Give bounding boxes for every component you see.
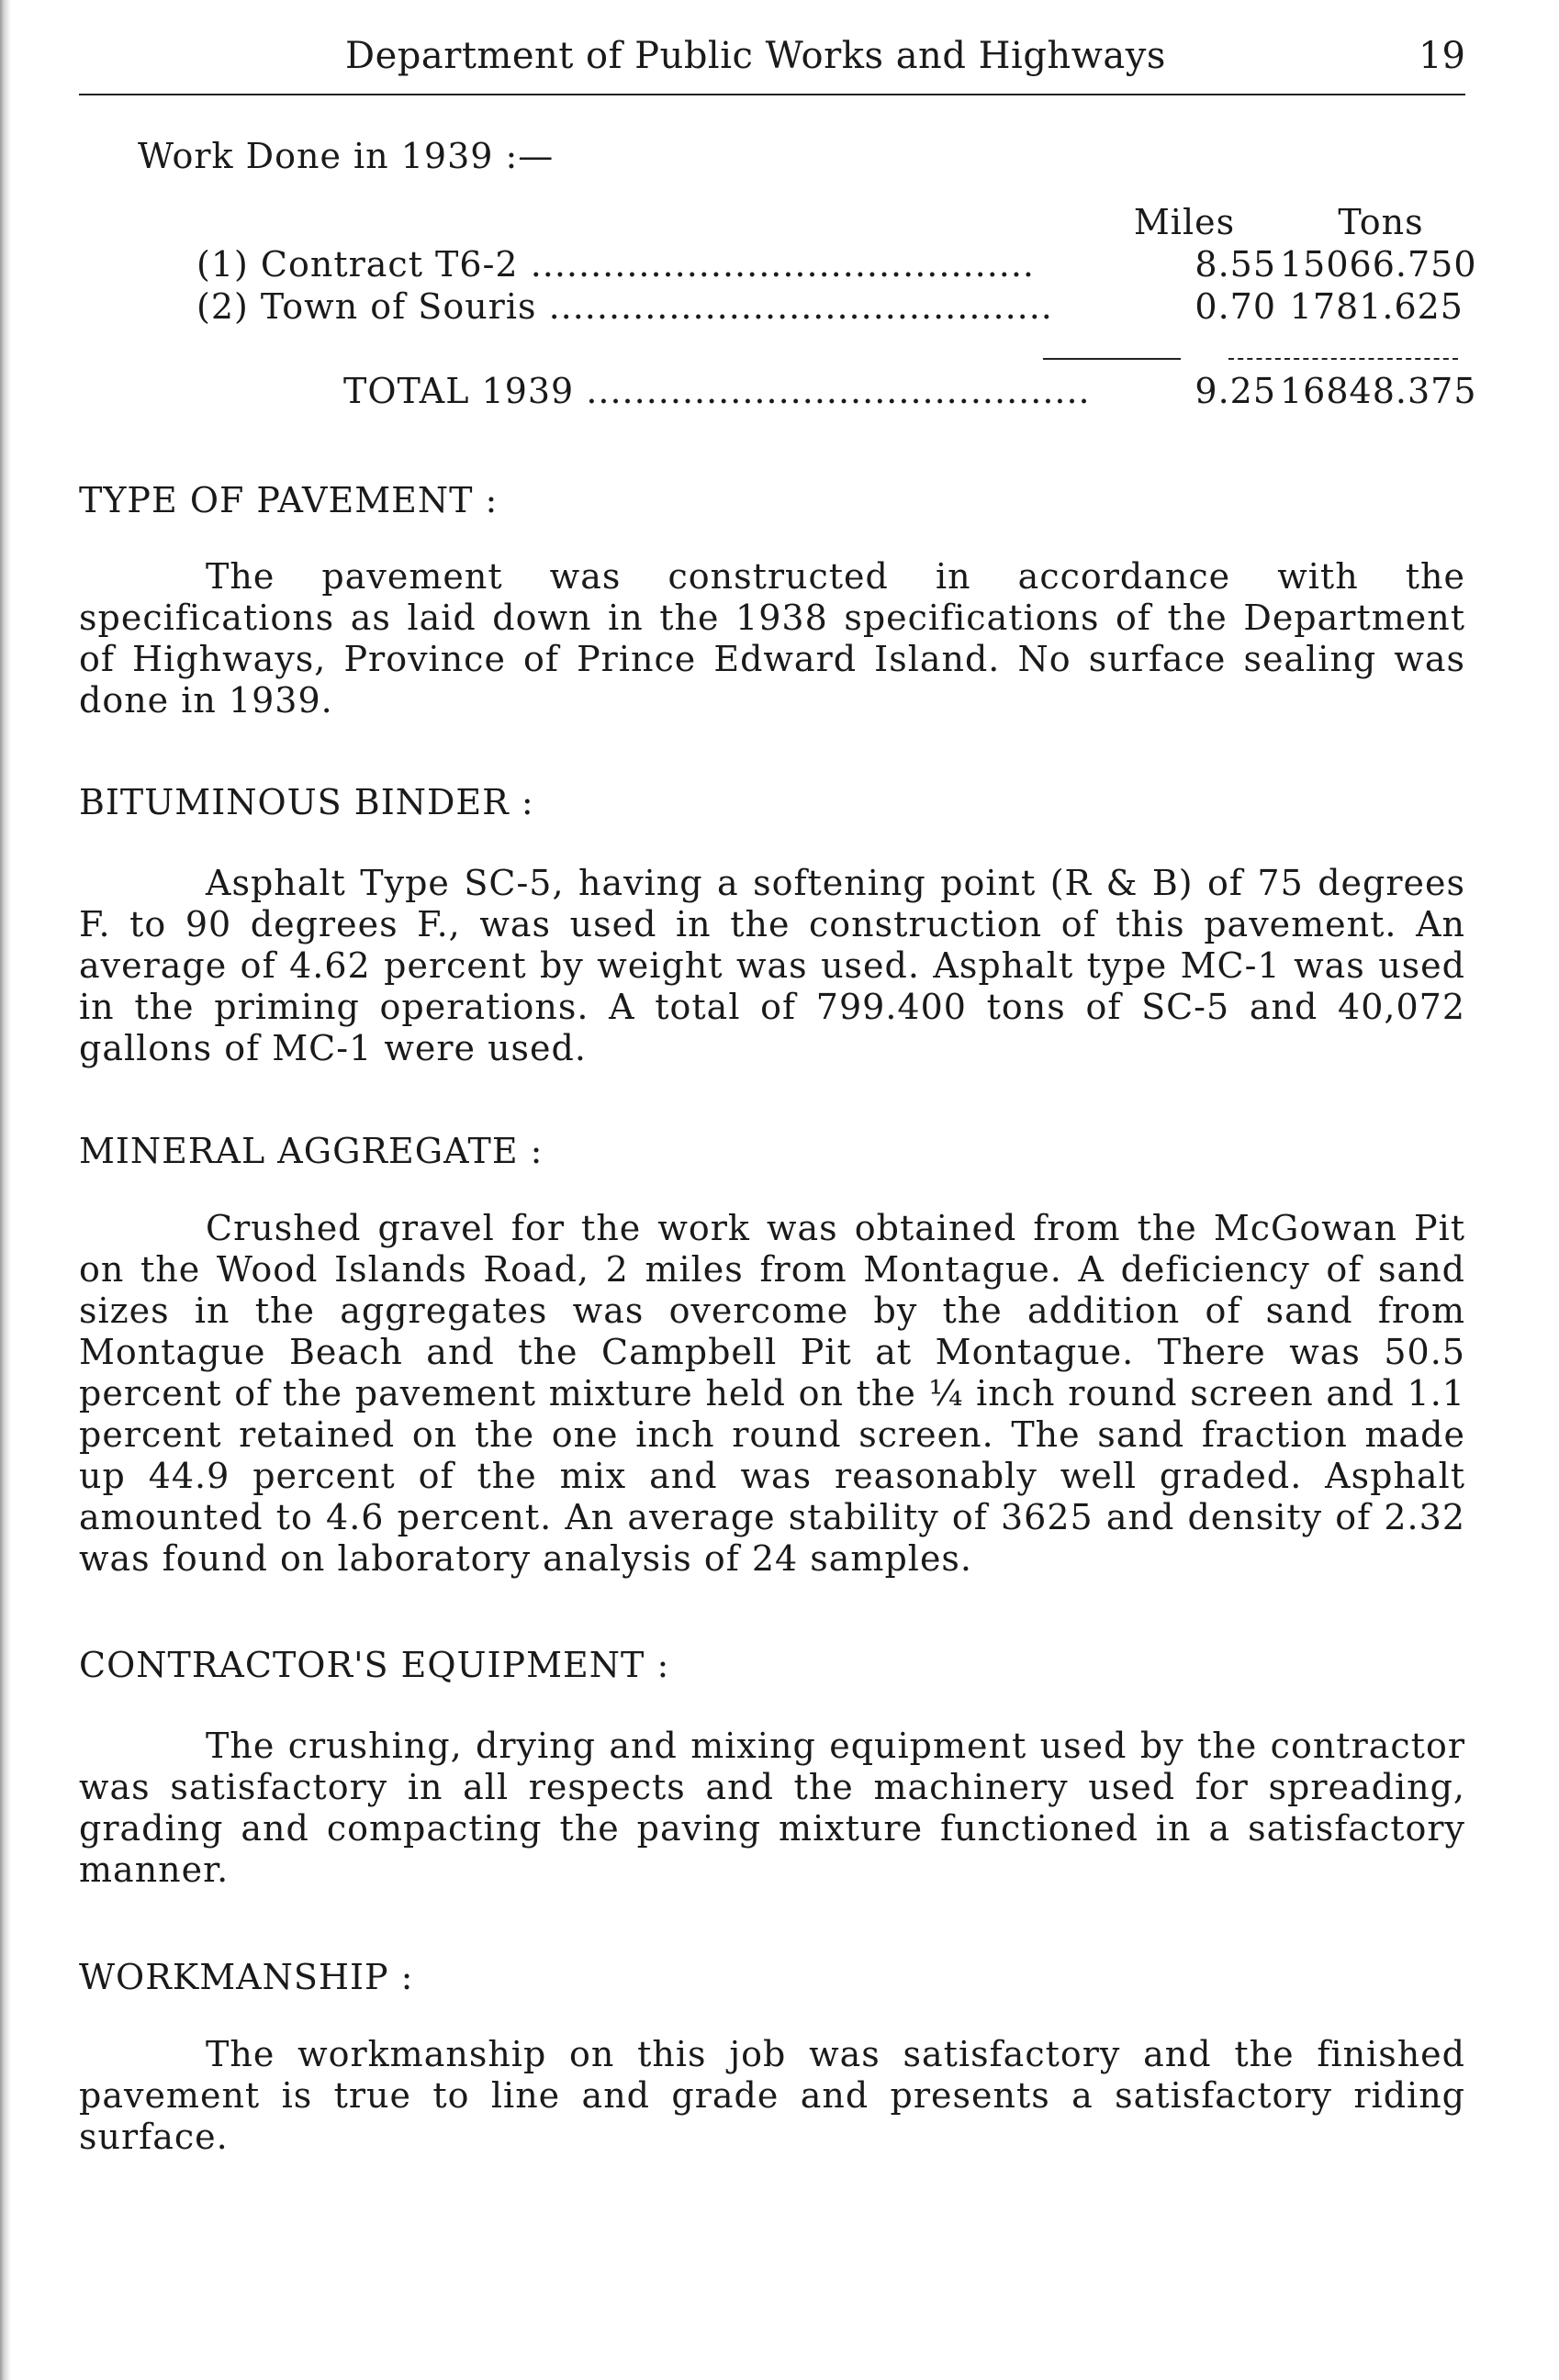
total-tons: 16848.375 xyxy=(1280,371,1477,411)
row-tons: 15066.750 xyxy=(1280,244,1477,285)
section-heading: MINERAL AGGREGATE : xyxy=(79,1131,544,1171)
table-total-row xyxy=(196,371,1477,412)
section-heading: WORKMANSHIP : xyxy=(79,1957,414,1997)
page-number: 19 xyxy=(1419,35,1465,77)
row-label: (2) Town of Souris .......................................... xyxy=(196,286,1053,327)
total-miles: 9.25 xyxy=(1194,371,1276,411)
row-miles: 8.55 xyxy=(1194,244,1276,285)
table-row xyxy=(196,286,1464,328)
section-paragraph: Asphalt Type SC-5, having a softening point (R & B) of 75 degrees F. to 90 degrees F., was used in the construction of this pavement. An average of 4.62 percent by weight was used. Asphalt type MC-1 was used in the priming operations. A total of 799.400 tons of SC-5 and 40,072 gallons of MC-1 were used. xyxy=(79,863,1465,1068)
miles-total-rule xyxy=(1043,358,1181,360)
row-miles: 0.70 xyxy=(1194,286,1276,327)
section-paragraph: The workmanship on this job was satisfactory and the finished pavement is true to line and grade and presents a satisfactory riding surface. xyxy=(79,2034,1465,2157)
row-tons: 1781.625 xyxy=(1289,286,1464,327)
section-paragraph: Crushed gravel for the work was obtained from the McGowan Pit on the Wood Islands Road, 2 miles from Montague. A deficiency of sand sizes in the aggregates was overcome by the addition of sand from Montague Beach and the Campbell Pit at Montague. There was 50.5 percent of the pavement mixture held on the ¼ inch round screen and 1.1 percent retained on the one inch round screen. The sand fraction made up 44.9 percent of the mix and was reasonably well graded. Asphalt amounted to 4.6 percent. An average stability of 3625 and density of 2.32 was found on laboratory analysis of 24 samples. xyxy=(79,1208,1465,1579)
work-done-heading: Work Done in 1939 :— xyxy=(138,136,555,176)
running-head xyxy=(79,28,1465,83)
section-heading: CONTRACTOR'S EQUIPMENT : xyxy=(79,1645,670,1685)
section-heading: TYPE OF PAVEMENT : xyxy=(79,480,499,520)
column-header-miles: Miles xyxy=(1133,202,1236,242)
total-label: TOTAL 1939 .......................................... xyxy=(343,371,1091,411)
row-label: (1) Contract T6-2 .......................................... xyxy=(196,244,1036,285)
running-head-title: Department of Public Works and Highways xyxy=(345,35,1166,77)
section-paragraph: The pavement was constructed in accordance with the specifications as laid down in the 1938 specifications of the Department of Highways, Province of Prince Edward Island. No surface sealing was done in 1939. xyxy=(79,556,1465,721)
tons-total-rule xyxy=(1228,358,1458,360)
table-header-row xyxy=(196,202,1464,243)
column-header-tons: Tons xyxy=(1338,202,1424,242)
section-heading: BITUMINOUS BINDER : xyxy=(79,782,534,822)
header-rule xyxy=(79,94,1465,95)
section-paragraph: The crushing, drying and mixing equipment used by the contractor was satisfactory in all respects and the machinery used for spreading, grading and compacting the paving mixture functioned in a satisfactory manner. xyxy=(79,1726,1465,1890)
table-row xyxy=(196,244,1477,285)
